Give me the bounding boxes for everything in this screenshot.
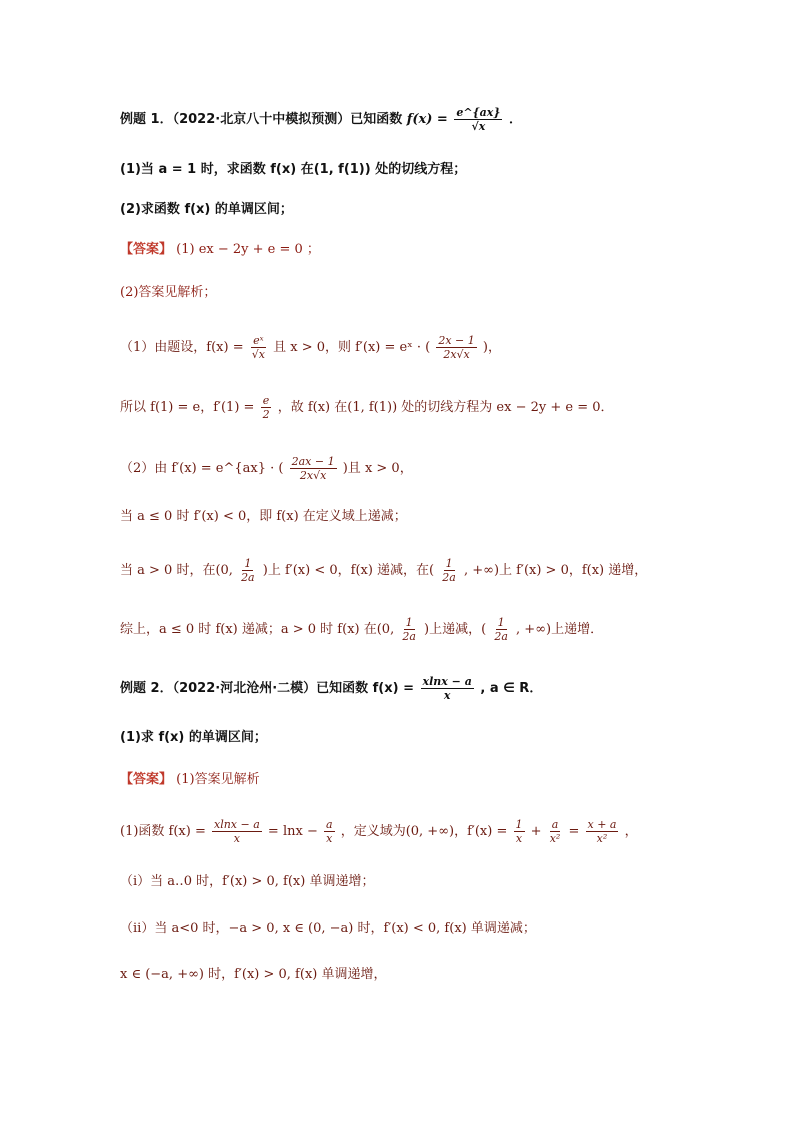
fraction-numerator: a bbox=[325, 818, 333, 831]
example1-title bbox=[120, 106, 734, 133]
solution-fraction bbox=[440, 557, 458, 584]
example1-solution-5 bbox=[120, 557, 734, 584]
solution-text: )， bbox=[482, 340, 501, 355]
solution-text: + bbox=[530, 824, 542, 839]
fraction-numerator: xlnx − a bbox=[422, 675, 472, 688]
fraction-numerator: e bbox=[262, 394, 270, 407]
example1-solution-6 bbox=[120, 616, 734, 643]
example1-question-1: (1)当 a = 1 时，求函数 f(x) 在(1, f(1)) 处的切线方程； bbox=[120, 162, 467, 177]
example2-question-1: (1)求 f(x) 的单调区间； bbox=[120, 730, 267, 745]
answer-text: (1) ex − 2y + e = 0 ； bbox=[176, 242, 320, 257]
fraction-numerator: 1 bbox=[244, 557, 252, 570]
example1-title-fraction bbox=[454, 106, 502, 133]
answer-tag: 【答案】 bbox=[120, 242, 173, 257]
example1-solution-4: 当 a ≤ 0 时 f′(x) < 0，即 f(x) 在定义域上递减； bbox=[120, 509, 407, 524]
example1-solution-1 bbox=[120, 334, 734, 361]
fraction-numerator: 1 bbox=[405, 616, 413, 629]
example2-title-fraction bbox=[421, 675, 474, 702]
solution-text: 所以 f(1) = e，f′(1) = bbox=[120, 400, 255, 415]
solution-text: = bbox=[568, 824, 580, 839]
solution-fraction bbox=[436, 334, 476, 361]
solution-text: ，定义域为(0, +∞)，f′(x) = bbox=[340, 824, 508, 839]
fraction-numerator: xlnx − a bbox=[214, 818, 260, 831]
example2-answer bbox=[120, 770, 734, 790]
solution-fraction bbox=[261, 394, 272, 421]
solution-fraction bbox=[548, 818, 563, 845]
solution-fraction bbox=[250, 334, 267, 361]
solution-fraction bbox=[239, 557, 257, 584]
fraction-denominator: 2a bbox=[494, 630, 508, 643]
fraction-denominator: 2a bbox=[442, 571, 456, 584]
example2-title bbox=[120, 675, 734, 702]
solution-fraction bbox=[212, 818, 262, 845]
solution-text: （1）由题设，f(x) = bbox=[120, 340, 244, 355]
fraction-denominator: x² bbox=[596, 832, 608, 845]
fraction-denominator: x bbox=[443, 689, 451, 702]
fraction-denominator: x bbox=[515, 832, 523, 845]
fraction-denominator: 2a bbox=[241, 571, 255, 584]
solution-text: = lnx − bbox=[267, 824, 318, 839]
example2-case-3: x ∈ (−a, +∞) 时，f′(x) > 0, f(x) 单调递增， bbox=[120, 967, 387, 982]
fraction-numerator: e^{ax} bbox=[456, 106, 501, 119]
solution-text: , +∞)上递增． bbox=[516, 622, 604, 637]
fraction-denominator: √x bbox=[471, 120, 486, 133]
fraction-numerator: 2x − 1 bbox=[438, 334, 475, 347]
example1-title-end: ． bbox=[508, 112, 522, 127]
fraction-denominator: 2 bbox=[262, 408, 270, 421]
fraction-numerator: x + a bbox=[587, 818, 617, 831]
answer-text: (1)答案见解析 bbox=[176, 772, 260, 787]
example1-question-2: (2)求函数 f(x) 的单调区间； bbox=[120, 202, 293, 217]
fraction-denominator: x bbox=[233, 832, 240, 845]
solution-fraction bbox=[400, 616, 418, 643]
solution-text: （2）由 f′(x) = e^{ax} · ( bbox=[120, 461, 284, 476]
example1-title-label: 例题 1．（2022·北京八十中模拟预测）已知函数 bbox=[120, 112, 403, 127]
solution-fraction bbox=[324, 818, 335, 845]
answer-tag: 【答案】 bbox=[120, 772, 173, 787]
solution-text: 当 a > 0 时，在(0, bbox=[120, 563, 233, 578]
example2-title-end: , a ∈ R． bbox=[480, 681, 543, 696]
solution-text: )上递减，( bbox=[424, 622, 487, 637]
example1-solution-2 bbox=[120, 394, 734, 421]
fraction-numerator: 1 bbox=[497, 616, 505, 629]
solution-text: ， bbox=[624, 824, 638, 839]
solution-text: , +∞)上 f′(x) > 0，f(x) 递增， bbox=[463, 563, 648, 578]
fraction-numerator: 1 bbox=[515, 818, 523, 831]
example1-answer bbox=[120, 240, 734, 260]
solution-fraction bbox=[290, 455, 337, 482]
fraction-denominator: 2a bbox=[402, 630, 416, 643]
solution-fraction bbox=[514, 818, 525, 845]
fraction-denominator: x² bbox=[549, 832, 561, 845]
solution-text: )且 x > 0， bbox=[342, 461, 413, 476]
fraction-numerator: 2ax − 1 bbox=[291, 455, 335, 468]
solution-text: 综上，a ≤ 0 时 f(x) 递减；a > 0 时 f(x) 在(0, bbox=[120, 622, 395, 637]
solution-text: ，故 f(x) 在(1, f(1)) 处的切线方程为 ex − 2y + e = 0． bbox=[277, 400, 614, 415]
example2-case-1: （i）当 a‥0 时，f′(x) > 0, f(x) 单调递增； bbox=[120, 874, 375, 889]
example1-solution-3 bbox=[120, 455, 734, 482]
solution-text: 且 x > 0，则 f′(x) = eˣ · ( bbox=[273, 340, 431, 355]
fraction-denominator: 2x√x bbox=[443, 348, 470, 361]
example1-title-fx: f(x) = bbox=[406, 112, 448, 127]
fraction-numerator: 1 bbox=[445, 557, 453, 570]
example2-title-label: 例题 2．（2022·河北沧州·二模）已知函数 f(x) = bbox=[120, 681, 414, 696]
fraction-numerator: eˣ bbox=[253, 334, 264, 347]
example1-answer-2: (2)答案见解析； bbox=[120, 285, 217, 300]
solution-text: )上 f′(x) < 0，f(x) 递减，在( bbox=[262, 563, 435, 578]
fraction-denominator: √x bbox=[251, 348, 265, 361]
solution-fraction bbox=[586, 818, 619, 845]
fraction-numerator: a bbox=[551, 818, 559, 831]
solution-fraction bbox=[492, 616, 510, 643]
fraction-denominator: 2x√x bbox=[299, 469, 327, 482]
example2-case-2: （ii）当 a<0 时，−a > 0, x ∈ (0, −a) 时，f′(x) < 0, f(x) 单调递减； bbox=[120, 921, 536, 936]
example2-solution-1 bbox=[120, 818, 734, 845]
fraction-denominator: x bbox=[326, 832, 333, 845]
solution-text: (1)函数 f(x) = bbox=[120, 824, 206, 839]
